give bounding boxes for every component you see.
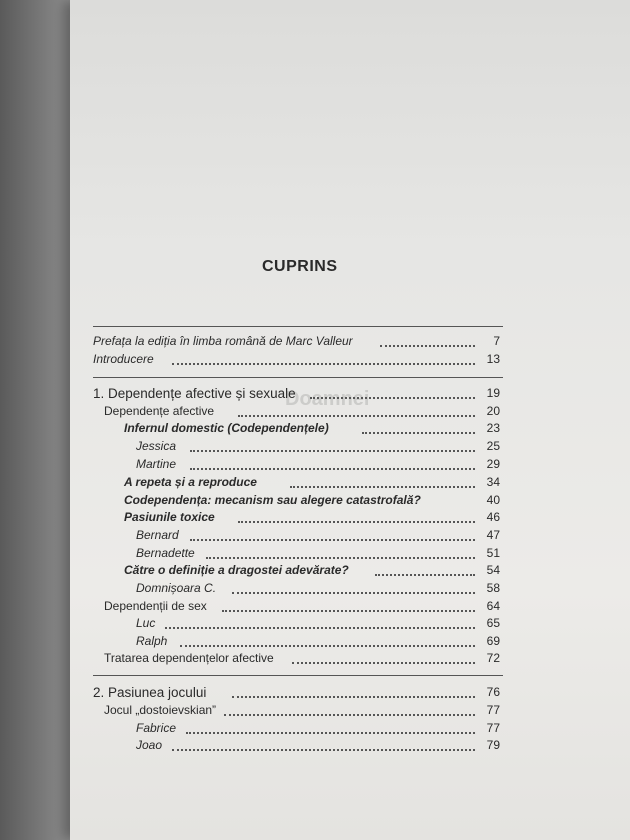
toc-entry-page: 76 xyxy=(486,685,500,699)
toc-entry xyxy=(0,475,630,493)
toc-entry-page: 77 xyxy=(486,703,500,717)
toc-entry-label: Domnișoara C. xyxy=(136,581,217,595)
leader-dots xyxy=(206,555,475,559)
toc-entry xyxy=(0,528,630,546)
separator-top xyxy=(93,326,503,327)
leader-dots xyxy=(290,484,475,488)
toc-entry-label: Martine xyxy=(136,457,177,471)
toc-entry-label: 2. Pasiunea jocului xyxy=(93,685,207,700)
leader-dots xyxy=(375,572,475,576)
toc-entry-page: 54 xyxy=(486,563,500,577)
leader-dots xyxy=(172,747,475,751)
toc-entry-page: 13 xyxy=(486,352,500,366)
toc-entry xyxy=(0,493,630,511)
leader-dots xyxy=(190,448,475,452)
leader-dots xyxy=(232,590,475,594)
toc-entry xyxy=(0,581,630,599)
page-title: CUPRINS xyxy=(262,258,338,275)
toc-entry xyxy=(0,334,630,352)
toc-entry-label: Ralph xyxy=(136,634,168,648)
toc-entry xyxy=(0,421,630,439)
toc-entry-page: 77 xyxy=(486,721,500,735)
toc-entry-label: Tratarea dependențelor afective xyxy=(104,651,274,665)
toc-entry-page: 51 xyxy=(486,546,500,560)
leader-dots xyxy=(224,712,475,716)
separator-chapter-1 xyxy=(93,377,503,378)
toc-entry-page: 72 xyxy=(486,651,500,665)
toc-entry xyxy=(0,546,630,564)
toc-entry-page: 64 xyxy=(486,599,500,613)
toc-entry-label: Jessica xyxy=(136,439,177,453)
toc-entry-label: Joao xyxy=(136,738,163,752)
toc-entry xyxy=(0,703,630,721)
leader-dots xyxy=(232,694,475,698)
leader-dots xyxy=(186,730,475,734)
toc-entry-page: 40 xyxy=(486,493,500,507)
toc-entry-label: Dependenții de sex xyxy=(104,599,207,613)
leader-dots xyxy=(172,361,475,365)
toc-entry xyxy=(0,352,630,370)
toc-entry-page: 29 xyxy=(486,457,500,471)
watermark: Doamnei xyxy=(285,388,370,410)
leader-dots xyxy=(292,660,475,664)
toc-entry-label: Infernul domestic (Codependențele) xyxy=(124,421,329,435)
toc-entry-page: 46 xyxy=(486,510,500,524)
leader-dots xyxy=(222,608,475,612)
toc-entry-label: Luc xyxy=(136,616,156,630)
leader-dots xyxy=(238,413,475,417)
toc-entry xyxy=(0,599,630,617)
toc-entry-page: 58 xyxy=(486,581,500,595)
leader-dots xyxy=(190,466,475,470)
toc-entry-label: Dependențe afective xyxy=(104,404,215,418)
toc-entry xyxy=(0,685,630,703)
toc-entry-page: 25 xyxy=(486,439,500,453)
toc-entry-page: 47 xyxy=(486,528,500,542)
toc-entry xyxy=(0,721,630,739)
toc-entry xyxy=(0,634,630,652)
toc-entry xyxy=(0,457,630,475)
toc-entry-label: Jocul „dostoievskian” xyxy=(104,703,217,717)
toc-entry-label: Introducere xyxy=(93,352,154,366)
toc-entry-label: Către o definiție a dragostei adevărate? xyxy=(124,563,349,577)
toc-entry-page: 7 xyxy=(493,334,500,348)
toc-entry-page: 34 xyxy=(486,475,500,489)
toc-entry-label: Codependența: mecanism sau alegere catastrofală? xyxy=(124,493,421,507)
toc-entry-page: 19 xyxy=(486,386,500,400)
leader-dots xyxy=(165,625,475,629)
leader-dots xyxy=(380,343,475,347)
toc-entry-label: Fabrice xyxy=(136,721,177,735)
toc-entry-label: Prefața la ediția în limba română de Marc Valleur xyxy=(93,334,353,348)
toc-entry xyxy=(0,651,630,669)
toc-entry-label: Pasiunile toxice xyxy=(124,510,215,524)
leader-dots xyxy=(238,519,475,523)
separator-chapter-2 xyxy=(93,675,503,676)
leader-dots xyxy=(310,395,475,399)
leader-dots xyxy=(180,643,475,647)
toc-entry-page: 79 xyxy=(486,738,500,752)
toc-entry-label: Bernadette xyxy=(136,546,195,560)
leader-dots xyxy=(362,430,475,434)
toc-entry xyxy=(0,510,630,528)
toc-entry-page: 65 xyxy=(486,616,500,630)
toc-entry xyxy=(0,439,630,457)
toc-entry-page: 23 xyxy=(486,421,500,435)
toc-entry-label: A repeta și a reproduce xyxy=(124,475,257,489)
toc-entry xyxy=(0,738,630,756)
toc-entry-label: 1. Dependențe afective și sexuale xyxy=(93,386,296,401)
toc-entry xyxy=(0,616,630,634)
toc-entry-label: Bernard xyxy=(136,528,179,542)
toc-entry-page: 69 xyxy=(486,634,500,648)
toc-entry-page: 20 xyxy=(486,404,500,418)
leader-dots xyxy=(190,537,475,541)
toc-entry xyxy=(0,563,630,581)
